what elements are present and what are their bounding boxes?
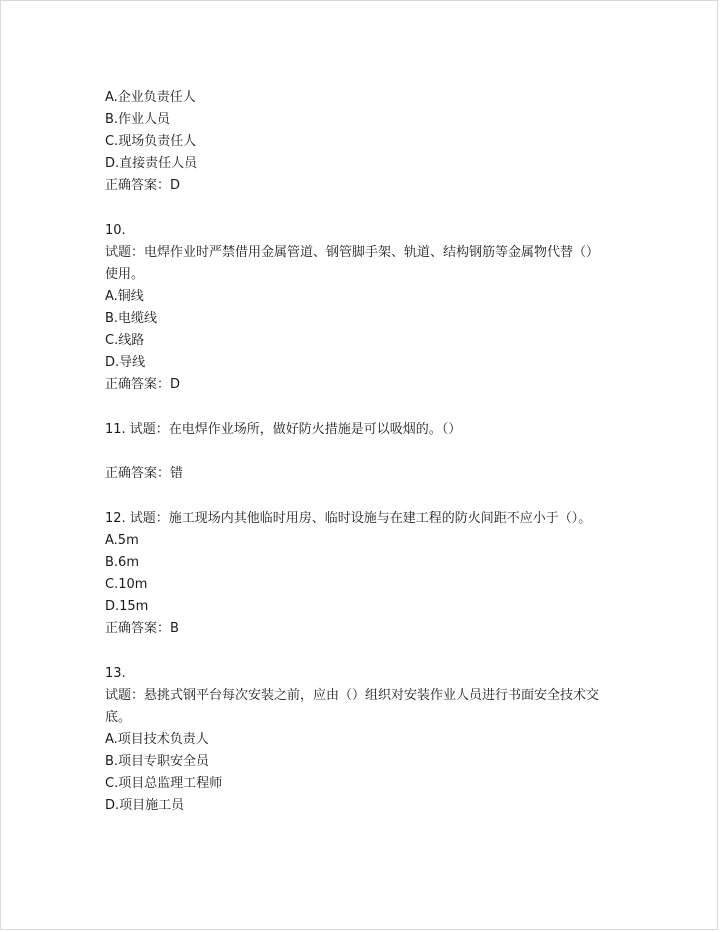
question-9-answer: 正确答案：D [105,178,181,193]
option-b: B.作业人员 [105,112,171,127]
option-b: B.电缆线 [105,311,158,326]
option-d: D.15m [105,599,149,614]
spacer [105,441,625,463]
option-a: A.铜线 [105,289,144,304]
option-d: D.直接责任人员 [105,156,198,171]
question-10-text: 试题：电焊作业时严禁借用金属管道、钢管脚手架、轨道、结构钢筋等金属物代替（）使用。 [105,245,600,282]
question-11-text: 11. 试题：在电焊作业场所，做好防火措施是可以吸烟的。（） [105,422,462,437]
question-13-number: 13. [105,666,126,681]
option-c: C.现场负责任人 [105,134,197,149]
question-12-answer: 正确答案：B [105,621,179,636]
spacer [105,396,625,419]
question-11-answer: 正确答案：错 [105,466,184,481]
question-10-answer: 正确答案：D [105,377,181,392]
spacer [105,640,625,663]
option-c: C.项目总监理工程师 [105,776,223,791]
spacer [105,197,625,220]
option-c: C.线路 [105,333,145,348]
option-b: B.项目专职安全员 [105,754,210,769]
option-a: A.项目技术负责人 [105,732,209,747]
question-10-number: 10. [105,223,126,238]
spacer [105,485,625,508]
question-12-text: 12. 试题：施工现场内其他临时用房、临时设施与在建工程的防火间距不应小于（）。 [105,511,592,526]
question-13-text: 试题：悬挑式钢平台每次安装之前，应由（）组织对安装作业人员进行书面安全技术交底。 [105,688,600,725]
option-a: A.企业负责任人 [105,90,196,105]
option-d: D.导线 [105,355,146,370]
question-9-options [105,87,625,175]
option-b: B.6m [105,555,139,570]
document-content [105,87,625,817]
option-d: D.项目施工员 [105,798,185,813]
option-a: A.5m [105,533,139,548]
option-c: C.10m [105,577,148,592]
